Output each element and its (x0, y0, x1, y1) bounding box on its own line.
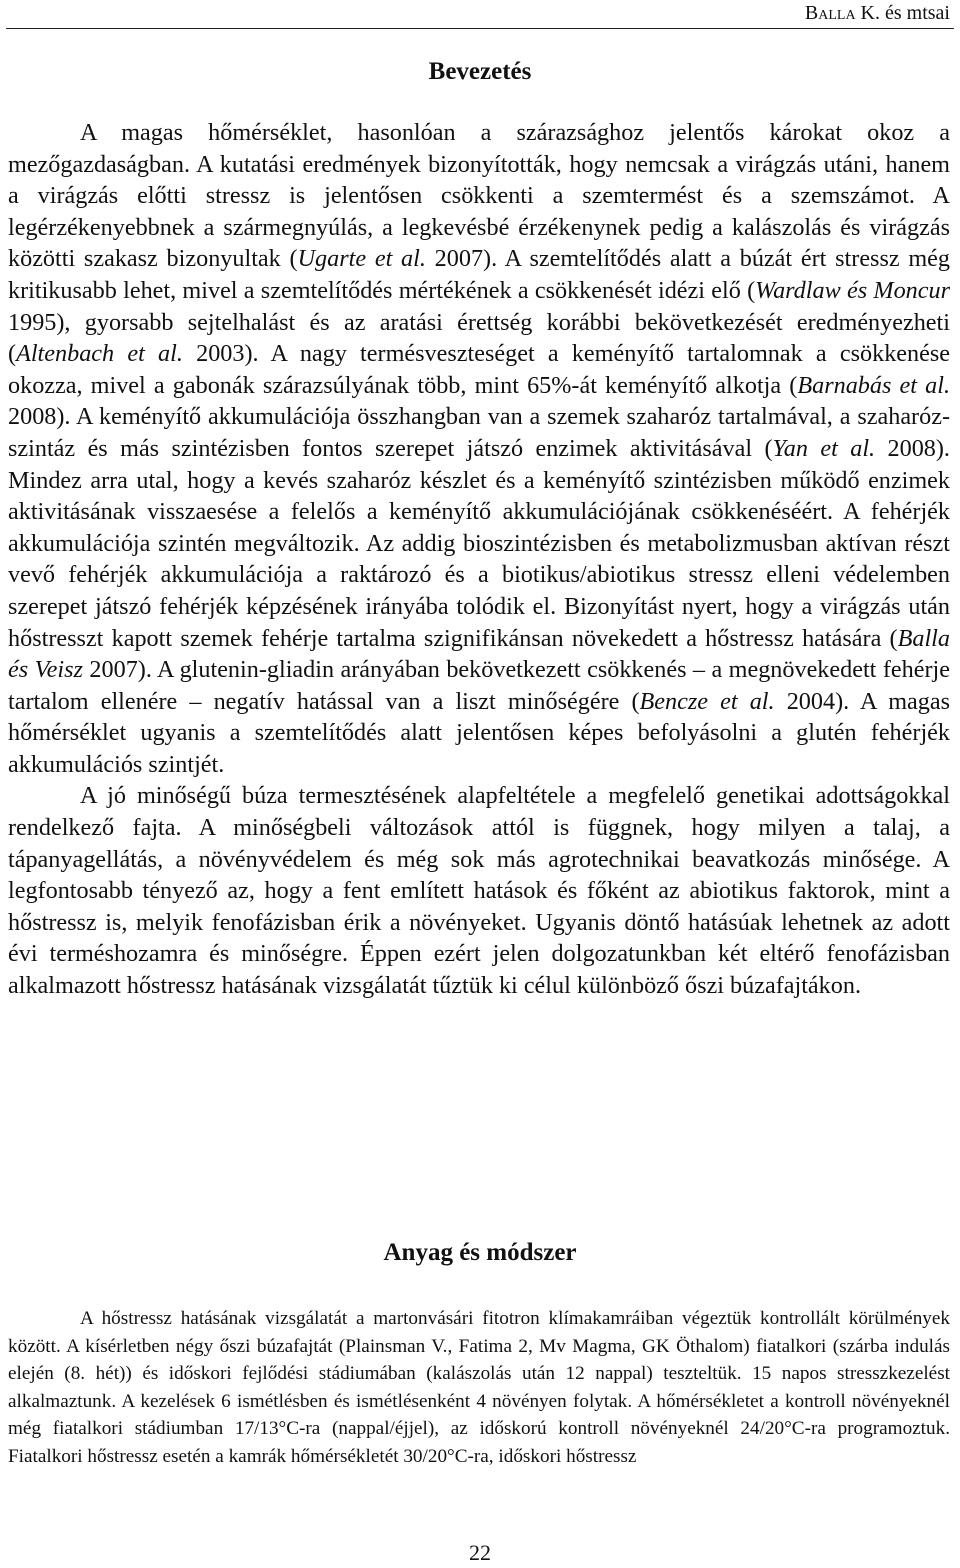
text-run: A magas hőmérséklet, hasonlóan a szárazsághoz jelentős károkat okoz a mezőgazdaságban. A kutatási eredmények bizonyították, hogy nemcsak a virágzás utáni, hanem a virágzás előtti stressz is jelentősen csökkenti a szemtermést és a szemszámot. A legérzékenyebbnek a szármegnyúlás, a legkevésbé érzékenynek pedig a kalászolás és virágzás közötti szakasz bizonyultak ( (8, 119, 950, 273)
running-header (799, 0, 950, 30)
text-run: 2008). A keményítő akkumulációja összhangban van a szemek szaharóz tartalmával, a szaharóz-szintáz és más szintézisben fontos szerepet játszó enzimek aktivitásával ( (8, 403, 950, 462)
citation-author: Balla és Veisz (8, 624, 950, 684)
intro-body (8, 117, 950, 1002)
text-run: 2007). A glutenin-gliadin arányában bekövetkezett csökkenés – a megnövekedett fehérje tartalom ellenére – negatív hatással van a liszt minőségére ( (8, 656, 950, 715)
citation-author: Bencze et al. (639, 687, 775, 715)
citation-author: Wardlaw és Moncur (755, 276, 950, 304)
header-suffix: és mtsai (880, 2, 950, 24)
intro-paragraph-2: A jó minőségű búza termesztésének alapfeltétele a megfelelő genetikai adottságokkal rendelkező fajta. A minőségbeli változások attól is függnek, hogy milyen a talaj, a tápanyagellátás, a növényvédelem és még sok más agrotechnikai beavatkozás minősége. A legfontosabb tényező az, hogy a fent említett hatások és főként az abiotikus faktorok, mint a hőstressz is, melyik fenofázisban érik a növényeket. Ugyanis döntő hatásúak lehetnek az adott évi terméshozamra és minőségre. Éppen ezért jelen dolgozatunkban két eltérő fenofázisban alkalmazott hőstressz hatásának vizsgálatát tűztük ki célul különböző őszi búzafajtákon. (8, 782, 950, 1000)
text-run: 2003). A nagy termésveszteséget a keményítő tartalomnak a csökkenése okozza, mivel a gabonák szárazsúlyának több, mint 65%-át keményítő alkotja ( (8, 340, 950, 399)
section-title-methods: Anyag és módszer (383, 1239, 577, 1266)
citation-author: Yan et al. (772, 434, 876, 462)
text-run: 1995), gyorsabb sejtelhalást és az aratási érettség korábbi bekövetkezését eredményezheti ( (8, 308, 950, 368)
header-rule (6, 28, 954, 29)
header-author: Balla K. (804, 2, 880, 24)
section-title-intro: Bevezetés (428, 58, 532, 85)
page-number: 22 (469, 1540, 491, 1565)
text-run: 2008). Mindez arra utal, hogy a kevés szaharóz készlet és a keményítő szintézisben működő enzimek aktivitásának visszaesése a felelős a keményítő akkumulációjának csökkenéséért. A fehérjék akkumulációja szintén megváltozik. Az addig bioszintézisben és metabolizmusban aktívan részt vevő fehérjék akkumulációja a raktározó és a biotikus/abiotikus stressz elleni védelemben szerepet játszó fehérjék képzésének irányába tolódik el. Bizonyítást nyert, hogy a virágzás után hőstresszt kapott szemek fehérje tartalma szignifikánsan növekedett a hőstressz hatására ( (8, 434, 950, 652)
text-run: 2004). A magas hőmérséklet ugyanis a szemtelítődés alatt jelentősen képes befolyásolni a glutén fehérjék akkumulációs szintjét. (8, 687, 950, 778)
intro-paragraph-1 (8, 117, 950, 780)
text-run: 2007). A szemtelítődés alatt a búzát ért stressz még kritikusabb lehet, mivel a szemtelítődés mértékének a csökkenését idézi elő ( (8, 245, 951, 304)
methods-paragraph-1: A hőstressz hatásának vizsgálatát a martonvásári fitotron klímakamráiban végeztük kontrollált körülmények között. A kísérletben négy őszi búzafajtát (Plainsman V., Fatima 2, Mv Magma, GK Öthalom) fiatalkori (szárba indulás elején (8. hét)) és időskori fejlődési stádiumában (kalászolás után 12 nappal) teszteltük. 15 napos stresszkezelést alkalmaztunk. A kezelések 6 ismétlésben és ismétlésenként 4 növényen folytak. A hőmérsékletet a kontroll növényeknél még fiatalkori stádiumban 17/13°C-ra (nappal/éjjel), az időskorú kontroll növényeknél 24/20°C-ra programoztuk. Fiatalkori hőstressz esetén a kamrák hőmérsékletét 30/20°C-ra, időskori hőstressz (8, 1308, 950, 1467)
methods-body (8, 1305, 950, 1471)
citation-author: Altenbach et al. (16, 340, 183, 368)
citation-author: Barnabás et al. (797, 371, 950, 399)
citation-author: Ugarte et al. (297, 245, 426, 273)
